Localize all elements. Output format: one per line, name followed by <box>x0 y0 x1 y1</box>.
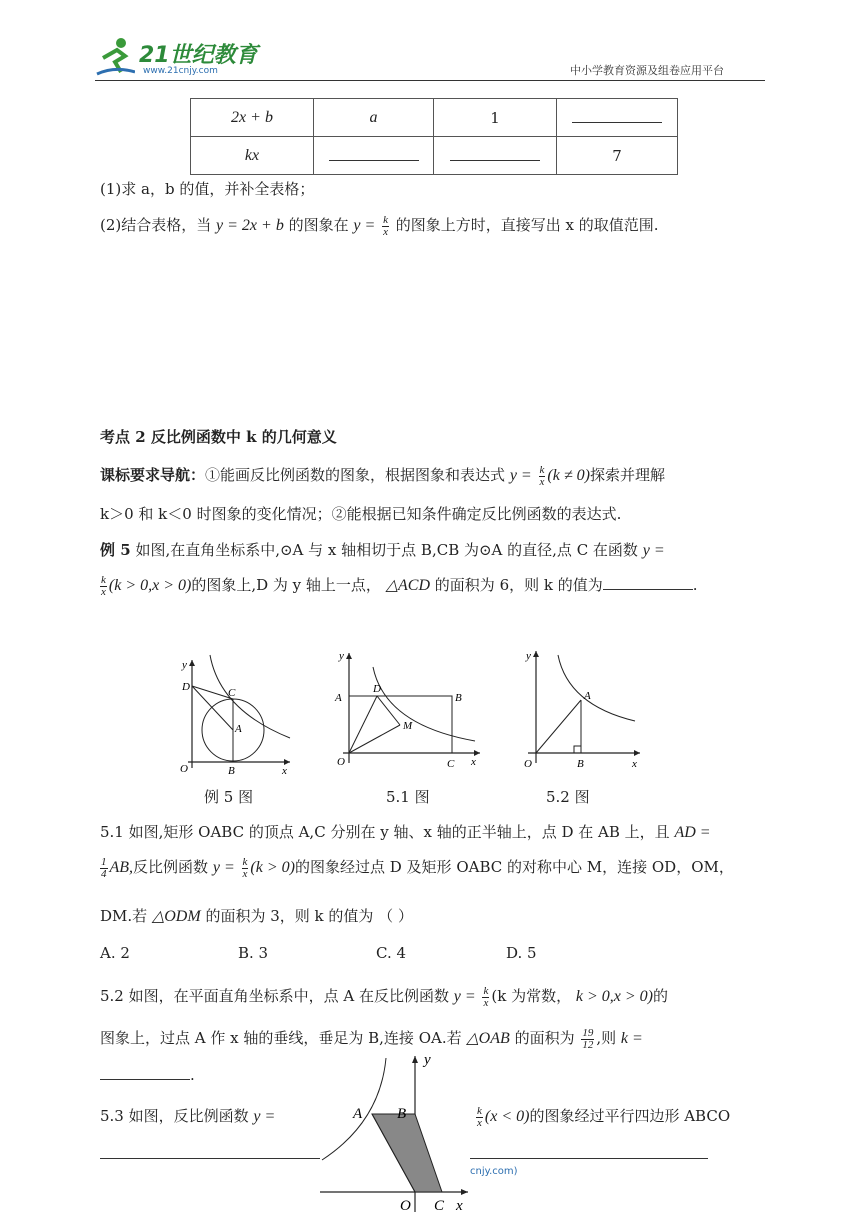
math-ad: AD = <box>674 824 711 841</box>
footer-rule-right <box>470 1158 708 1159</box>
parallelogram-abco <box>372 1114 442 1192</box>
cell-text: 1 <box>490 108 500 127</box>
example-text: 如图,在直角坐标系中,⊙A 与 x 轴相切于点 B,CB 为⊙A 的直径,点 C 在函数 <box>135 541 638 559</box>
table-cell <box>434 137 557 175</box>
label-o: O <box>524 758 532 770</box>
problem-text: 的面积为 <box>514 1029 575 1047</box>
values-table <box>190 98 678 175</box>
answer-blank <box>100 1065 190 1080</box>
fraction: $\frac{19}{12}$ <box>582 1026 594 1051</box>
label-o: O <box>400 1198 411 1214</box>
y-axis-arrow <box>346 653 352 659</box>
option-d: D. 5 <box>506 944 537 962</box>
q2-mid: 的图象在 <box>288 216 349 234</box>
hyperbola <box>558 655 635 721</box>
question-1: (1)求 a，b 的值，并补全表格； <box>100 180 315 198</box>
problem-text: 5.2 如图，在平面直角坐标系中，点 A 在反比例函数 <box>100 987 449 1005</box>
fraction: $\frac{k}{x}$ <box>383 213 388 238</box>
problem-5-2-line-2 <box>100 1027 643 1051</box>
problem-5-1-line-3 <box>100 905 413 928</box>
fraction: $\frac{k}{x}$ <box>101 573 106 598</box>
right-angle-mark <box>574 746 581 753</box>
problem-5-3-right <box>474 1105 730 1129</box>
table-row <box>191 137 678 175</box>
math-y: y = <box>212 859 235 876</box>
caption-fig51: 5.1 图 <box>386 788 430 806</box>
table-cell <box>557 137 678 175</box>
option-b: B. 3 <box>238 944 269 962</box>
caption-fig52: 5.2 图 <box>546 788 590 806</box>
hyperbola <box>373 667 475 741</box>
math-triangle: △ACD <box>385 577 431 594</box>
problem-text: 的图象经过点 D 及矩形 OABC 的对称中心 M，连接 OD，OM， <box>294 858 734 876</box>
segment-om <box>349 725 400 753</box>
figure-5-1 <box>325 645 495 775</box>
label-a: A <box>584 690 591 702</box>
standard-line-2: k＞0 和 k＜0 时图象的变化情况；②能根据已知条件确定反比例函数的表达式. <box>100 505 622 523</box>
footer-rule-left <box>100 1158 320 1159</box>
q2-eq1: y = 2x + b <box>216 217 284 234</box>
label-x: x <box>632 758 637 770</box>
section-title: 考点 2 反比例函数中 k 的几何意义 <box>100 428 337 446</box>
cell-text: kx <box>244 147 260 164</box>
standard-label: 课标要求导航： <box>100 466 206 484</box>
cell-text: a <box>369 109 378 126</box>
table-cell <box>314 137 434 175</box>
problem-text: 的面积为 3，则 k 的值为 （ ） <box>205 907 413 925</box>
label-x: x <box>282 765 287 775</box>
table-cell <box>191 99 314 137</box>
label-y: y <box>339 650 344 662</box>
problem-5-2-line-3 <box>100 1064 195 1086</box>
fraction: $\frac{1}{4}$ <box>101 855 107 880</box>
label-c: C <box>447 758 455 770</box>
label-y: y <box>526 650 531 662</box>
math-ab: AB, <box>109 859 134 876</box>
label-b: B <box>228 765 235 775</box>
figure-example-5 <box>170 650 300 775</box>
option-c: C. 4 <box>376 944 407 962</box>
fraction: $\frac{k}{x}$ <box>539 463 545 488</box>
standard-text: ①能画反比例函数的图象，根据图象和表达式 <box>205 466 506 484</box>
math-cond: (k ≠ 0) <box>547 467 590 484</box>
label-o: O <box>180 763 188 775</box>
header-logo <box>95 36 265 80</box>
label-y: y <box>182 659 187 671</box>
problem-text: (k 为常数， <box>491 987 572 1005</box>
option-a: A. 2 <box>100 944 130 962</box>
math-y: y = <box>509 467 532 484</box>
runner-logo-icon <box>95 36 135 76</box>
problem-text: 图象上，过点 A 作 x 轴的垂线，垂足为 B,连接 OA.若 <box>100 1029 462 1047</box>
segment-od <box>349 696 377 753</box>
math-y: y = <box>453 988 476 1005</box>
math-y: y = <box>253 1108 276 1125</box>
math-cond: k > 0,x > 0) <box>575 988 653 1005</box>
table-cell <box>314 99 434 137</box>
problem-text: ,则 <box>596 1029 617 1047</box>
standard-text: 探索并理解 <box>589 466 665 484</box>
label-c: C <box>228 687 236 699</box>
problem-text: DM.若 <box>100 907 148 925</box>
problem-5-1-line-2 <box>98 856 734 880</box>
label-x: x <box>471 756 476 768</box>
example-label: 例 5 <box>100 541 131 559</box>
figure-5-3 <box>320 1052 470 1216</box>
header-rule <box>95 80 765 81</box>
caption-fig5: 例 5 图 <box>204 788 254 806</box>
y-axis-arrow <box>412 1056 418 1063</box>
watermark: cnjy.com) <box>470 1166 518 1177</box>
problem-text: 反比例函数 <box>133 858 209 876</box>
label-b: B <box>577 758 584 770</box>
problem-text: 的图象经过平行四边形 ABCO <box>529 1107 731 1125</box>
period: . <box>692 576 698 594</box>
math-triangle: △OAB <box>466 1030 510 1047</box>
fraction: $\frac{k}{x}$ <box>477 1104 482 1129</box>
table-cell <box>557 99 678 137</box>
y-axis-arrow <box>533 651 539 657</box>
problem-5-1-line-1 <box>100 821 711 844</box>
label-d: D <box>373 683 381 695</box>
problem-text: 5.1 如图,矩形 OABC 的顶点 A,C 分别在 y 轴、x 轴的正半轴上，点 D 在 AB 上，且 <box>100 823 670 841</box>
label-b: B <box>397 1106 407 1122</box>
problem-5-3-left <box>100 1105 275 1128</box>
question-2 <box>100 214 659 238</box>
label-m: M <box>403 720 413 732</box>
q2-prefix: (2)结合表格，当 <box>100 216 212 234</box>
x-axis-arrow <box>634 750 640 756</box>
label-a: A <box>353 1106 363 1122</box>
example-text: 的面积为 6，则 k 的值为 <box>434 576 603 594</box>
answer-blank <box>329 146 419 161</box>
site-title: 中小学教育资源及组卷应用平台 <box>570 64 724 77</box>
math-cond: (k > 0,x > 0) <box>108 577 192 594</box>
fraction: $\frac{k}{x}$ <box>483 984 489 1009</box>
q2-suffix: 的图象上方时，直接写出 x 的取值范围. <box>395 216 659 234</box>
example-5-line-1 <box>100 539 665 562</box>
period: . <box>190 1066 195 1084</box>
problem-text: 5.3 如图，反比例函数 <box>100 1107 249 1125</box>
label-c: C <box>434 1198 445 1214</box>
math-triangle: △ODM <box>151 908 201 925</box>
math-k: k = <box>620 1030 643 1047</box>
label-b: B <box>455 692 462 704</box>
answer-blank <box>603 575 693 590</box>
problem-text: 的 <box>652 987 668 1005</box>
cell-text: 7 <box>612 146 622 165</box>
hyperbola <box>210 655 290 738</box>
table-cell <box>434 99 557 137</box>
label-y: y <box>424 1052 431 1068</box>
standard-line-1 <box>100 464 665 488</box>
logo-url: www.21cnjy.com <box>143 66 218 76</box>
label-a: A <box>335 692 342 704</box>
math-y: y = <box>642 542 665 559</box>
math-cond: (x < 0) <box>484 1108 530 1125</box>
label-o: O <box>337 756 345 768</box>
q2-y: y = <box>353 217 376 234</box>
fraction: $\frac{k}{x}$ <box>242 855 248 880</box>
answer-blank <box>450 146 540 161</box>
problem-5-2-line-1 <box>100 985 668 1009</box>
cell-text: 2x + b <box>231 109 273 126</box>
example-5-line-2 <box>98 574 698 598</box>
x-axis-arrow <box>461 1189 468 1195</box>
y-axis-arrow <box>189 660 195 666</box>
label-x: x <box>456 1198 463 1214</box>
figure-5-2 <box>510 645 645 775</box>
logo-text: 21世纪教育 <box>139 43 258 68</box>
example-text: 的图象上,D 为 y 轴上一点， <box>191 576 381 594</box>
label-d: D <box>182 681 190 693</box>
table-cell <box>191 137 314 175</box>
answer-blank <box>572 108 662 123</box>
table-row <box>191 99 678 137</box>
segment-oa <box>536 700 581 753</box>
math-cond: (k > 0) <box>250 859 295 876</box>
label-a: A <box>235 723 242 735</box>
